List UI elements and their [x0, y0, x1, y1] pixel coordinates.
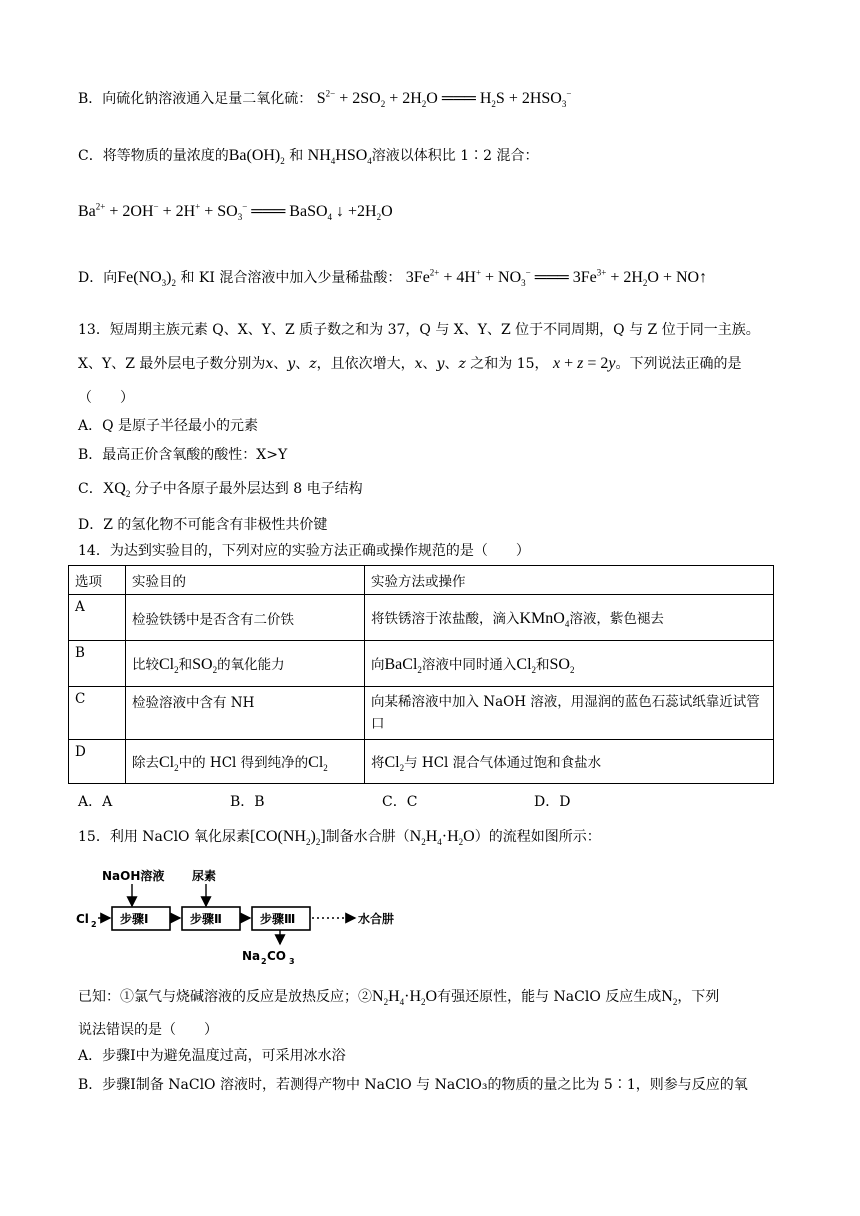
flow-step1-label: 步骤Ⅰ [120, 912, 149, 926]
q15-option-b: B．步骤Ⅰ制备 NaClO 溶液时，若测得产物中 NaClO 与 NaClO₃的物质的量之比为 5∶1，则参与反应的氧 [78, 1077, 748, 1093]
q14-stem: 14．为达到实验目的，下列对应的实验方法正确或操作规范的是（ ） [78, 543, 530, 559]
table-header: 实验方法或操作 [365, 566, 774, 595]
q13-option-c: C．$XQ_2$ 分子中各原子最外层达到 8 电子结构 [78, 480, 363, 500]
q14-options: A．A B．B C．C D．D [78, 794, 571, 810]
q13-option-b: B．最高正价含氧酸的酸性：X>Y [78, 447, 288, 463]
q15-known-line2: 说法错误的是（ ） [78, 1022, 218, 1038]
q14-table [68, 565, 774, 784]
svg-text:2: 2 [91, 920, 97, 929]
q15-stem: 15．利用 NaClO 氧化尿素$[CO(NH_2)_2]$制备水合肼$(N_2H_4\cdot H_2O)$的流程如图所示： [78, 828, 601, 848]
flow-input-naoh: NaOH溶液 [102, 869, 165, 883]
flow-input-urea: 尿素 [192, 869, 217, 883]
table-row: B 比较$Cl_2$和$SO_2$的氧化能力 向BaCl$_2$溶液中同时通入$Cl_2$和$SO_2$ [69, 641, 774, 687]
q15-flow-diagram [74, 866, 434, 966]
q12-c-equation: $Ba^{2+} + 2OH^- + 2H^+ + SO_3^-$ ═══ BaSO$_4$ ↓ $+2H_2O$ [78, 201, 393, 223]
flow-output: 水合肼 [358, 912, 395, 926]
q12-option-d: D．向$Fe(NO_3)_2$ 和 KI 混合溶液中加入少量稀盐酸： $3Fe^{2+} + 4H^+ + NO_3^-$ ═══ $3Fe^{3+} + 2H_2O$ + NO↑ [78, 267, 708, 289]
q15-option-a: A．步骤Ⅰ中为避免温度过高，可采用冰水浴 [78, 1048, 346, 1064]
table-row: D 除去$Cl_2$中的 HCl 得到纯净的$Cl_2$ 将$Cl_2$与 HCl 混合气体通过饱和食盐水 [69, 740, 774, 784]
svg-text:3: 3 [289, 957, 295, 966]
table-row: C 检验溶液中含有 NH 向某稀溶液中加入 NaOH 溶液，用湿润的蓝色石蕊试纸靠近试管口 [69, 687, 774, 740]
q12-option-c: C．将等物质的量浓度的$Ba(OH)_2$ 和 $NH_4HSO_4$溶液以体积比 1∶2 混合： [78, 147, 539, 167]
q13-stem-line2: X、Y、Z 最外层电子数分别为x、y、z，且依次增大，x、y、z 之和为 15， x + z = 2y。下列说法正确的是 [78, 355, 742, 372]
flow-byproduct: Na [242, 949, 261, 963]
svg-text:CO: CO [267, 949, 287, 963]
table-header: 实验目的 [126, 566, 365, 595]
q12-option-b: B．向硫化钠溶液通入足量二氧化硫： $S^{2-} + 2SO_2 + 2H_2O$ ═══ $H_2S + 2HSO_3^-$ [78, 88, 572, 110]
q13-option-d: D．Z 的氢化物不可能含有非极性共价键 [78, 517, 328, 533]
q13-stem-line1: 13．短周期主族元素 Q、X、Y、Z 质子数之和为 37，Q 与 X、Y、Z 位于不同周期，Q 与 Z 位于同一主族。 [78, 322, 760, 338]
flow-step2-label: 步骤Ⅱ [190, 912, 222, 926]
flow-step3-label: 步骤Ⅲ [260, 912, 296, 926]
table-row: A 检验铁锈中是否含有二价铁 将铁锈溶于浓盐酸，滴入KMnO$_4$溶液，紫色褪去 [69, 595, 774, 641]
table-header: 选项 [69, 566, 126, 595]
q15-known: 已知：①氯气与烧碱溶液的反应是放热反应；$②N_2H_4\cdot H_2O$有强还原性，能与 NaClO 反应生成$N_2$，下列 [78, 988, 720, 1008]
flow-input-cl2: Cl [76, 912, 89, 926]
q12-b-equation: $S^{2-} + 2SO_2 + 2H_2O$ ═══ $H_2S + 2HSO_3^-$ [316, 88, 572, 110]
table-header-row [69, 566, 774, 595]
svg-text:2: 2 [261, 957, 267, 966]
q13-answer-paren: （ ） [78, 390, 134, 406]
q13-option-a: A．Q 是原子半径最小的元素 [78, 418, 259, 434]
